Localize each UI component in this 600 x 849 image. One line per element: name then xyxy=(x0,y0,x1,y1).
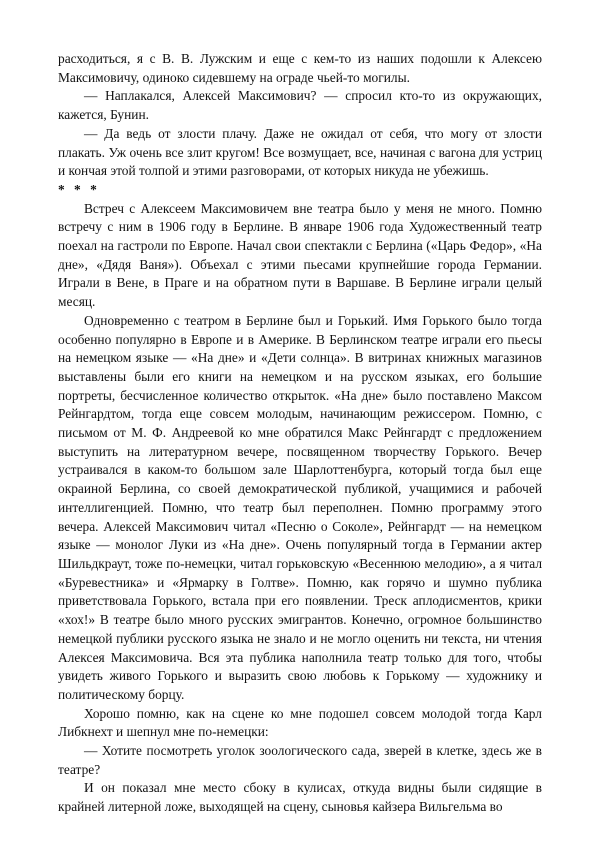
paragraph-dialogue-question: — Наплакался, Алексей Максимович? — спросил кто-то из окружающих, кажется, Бунин. xyxy=(58,88,542,123)
section-separator: * * * xyxy=(58,181,100,197)
paragraph-gorky-in-berlin: Одновременно с театром в Берлине был и Горький. Имя Горького было тогда особенно популярно в Европе и в Америке. В Берлинском театре играли его пьесы на немецком языке — «На дне» и «Дети солнца». В витринах книжных магазинов выставлены были его книги на немецком и на русском языках, его большие портреты, бесчисленное количество открыток. «На дне» было поставлено Максом Рейнгардтом, тогда еще совсем молодым, начинающим режиссером. Помню, с письмом от М. Ф. Андреевой ко мне обратился Макс Рейнгардт с предложением выступить на литературном вечере, посвященном творчеству Горького. Вечер устраивался в каком-то большом зале Шарлоттенбурга, который тогда был еще окраиной Берлина, со своей демократической публикой, учащимися и рабочей интеллигенцией. Помню, что театр был переполнен. Помню программу этого вечера. Алексей Максимович читал «Песню о Соколе», Рейнгардт — на немецком языке — монолог Луки из «На дне». Очень популярный тогда в Германии актер Шильдкраут, тоже по-немецки, читал горьковскую «Весеннюю мелодию», а я читал «Буревестника» и «Ярмарку в Голтве». Помню, как горячо и шумно публика приветствовала Горького, встала при его появлении. Треск аплодисментов, крики «хох!» В театре было много русских эмигрантов. Конечно, огромное большинство немецкой публики русского языка не знало и не могло оценить ни текста, ни чтения Алексея Максимовича. Вся эта публика наполнила театр только для того, чтобы увидеть живого Горького и выразить свою любовь к Горькому — художнику и политическому борцу. xyxy=(58,312,542,702)
paragraph-berlin-meeting: Встреч с Алексеем Максимовичем вне театра было у меня не много. Помню встречу с ним в 1906 году в Берлине. В январе 1906 года Художественный театр поехал на гастроли по Европе. Начал свои спектакли с Берлина («Царь Федор», «На дне», «Дядя Ваня»). Объехал с этими пьесами крупнейшие города Германии. Играли в Вене, в Праге и на обратном пути в Варшаве. В Берлине играли целый месяц. xyxy=(58,200,542,310)
paragraph-zoo-question: — Хотите посмотреть уголок зоологического сада, зверей в клетке, здесь же в театре? xyxy=(58,743,542,777)
document-page xyxy=(58,50,542,817)
paragraph-kaiser-sons: И он показал мне место сбоку в кулисах, откуда видны были сидящие в крайней литерной ложе, выходящей на сцену, сыновья кайзера Вильгельма во xyxy=(58,780,542,815)
paragraph-dialogue-answer: — Да ведь от злости плачу. Даже не ожидал от себя, что могу от злости плакать. Уж очень все злит кругом! Все возмущает, все, начиная с вагона для устриц и кончая этой толпой и этими разговорами, от которых никуда не убежишь. xyxy=(58,125,542,179)
paragraph-continuation: расходиться, я с В. В. Лужским и еще с кем-то из наших подошли к Алексею Максимовичу, одиноко сидевшему на ограде чьей-то могилы. xyxy=(58,51,542,85)
paragraph-liebknecht: Хорошо помню, как на сцене ко мне подошел совсем молодой тогда Карл Либкнехт и шепнул мне по-немецки: xyxy=(58,705,542,740)
